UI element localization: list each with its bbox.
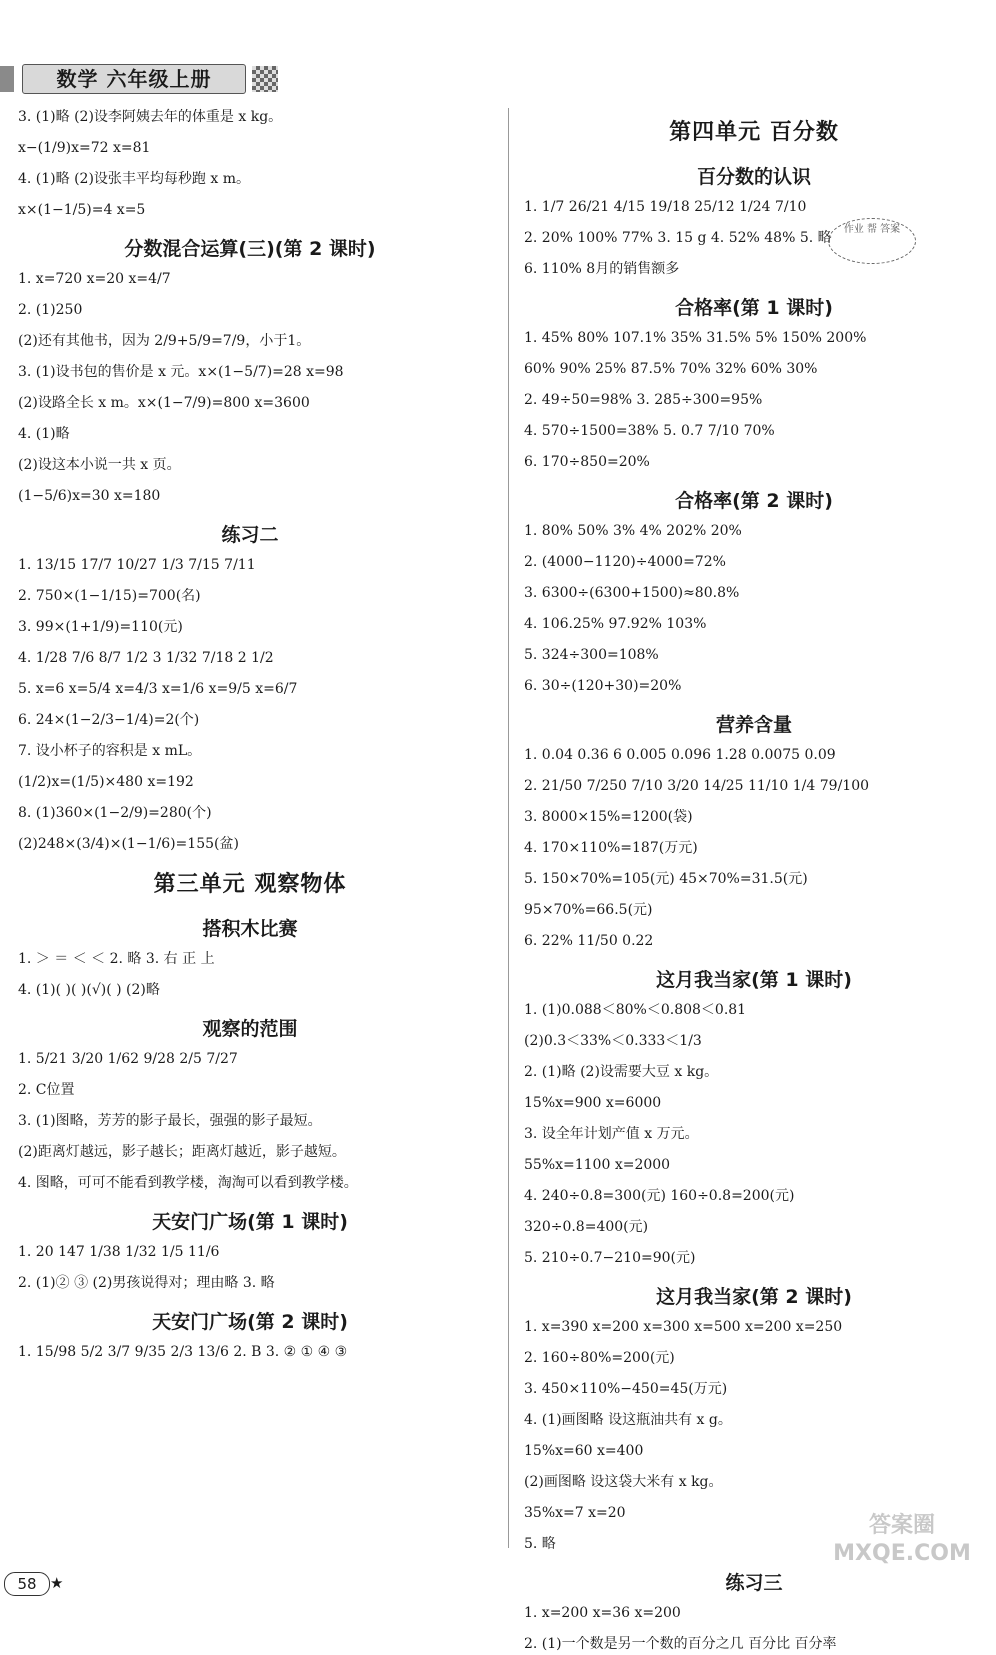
answer-line: 15%x=60 x=400: [524, 1443, 644, 1459]
answer-line: (2)设路全长 x m。x×(1−7/9)=800 x=3600: [18, 395, 310, 411]
answer-line: 1. (1)0.088＜80%＜0.808＜0.81: [524, 1002, 747, 1018]
answer-line: 15%x=900 x=6000: [524, 1095, 662, 1111]
answer-line: 1. 1/7 26/21 4/15 19/18 25/12 1/24 7/10: [524, 199, 807, 215]
section-title: 分数混合运算(三)(第 2 课时): [124, 238, 376, 260]
column-divider: [508, 108, 509, 1548]
answer-line: x−(1/9)x=72 x=81: [18, 140, 151, 156]
answer-line: 4. 240÷0.8=300(元) 160÷0.8=200(元): [524, 1188, 795, 1204]
unit-title: 第四单元 百分数: [669, 120, 839, 145]
section-title: 搭积木比赛: [202, 918, 298, 940]
answer-line: (2)248×(3/4)×(1−1/6)=155(盆): [18, 836, 239, 852]
star-icon: ★: [50, 1574, 64, 1592]
answer-line: 95×70%=66.5(元): [524, 902, 653, 918]
section-title: 合格率(第 2 课时): [675, 490, 833, 512]
answer-line: 2. 160÷80%=200(元): [524, 1350, 675, 1366]
answer-line: 5. x=6 x=5/4 x=4/3 x=1/6 x=9/5 x=6/7: [18, 681, 298, 697]
answer-line: 2. 49÷50=98% 3. 285÷300=95%: [524, 392, 763, 408]
answer-line: 3. 8000×15%=1200(袋): [524, 809, 693, 825]
answer-line: 3. 450×110%−450=45(万元): [524, 1381, 728, 1397]
answer-line: (2)画图略 设这袋大米有 x kg。: [524, 1474, 723, 1490]
answer-line: 3. (1)设书包的售价是 x 元。x×(1−5/7)=28 x=98: [18, 364, 344, 380]
unit-title: 第三单元 观察物体: [153, 872, 347, 897]
answer-line: 1. 13/15 17/7 10/27 1/3 7/15 7/11: [18, 557, 256, 573]
answer-line: 3. 设全年计划产值 x 万元。: [524, 1126, 699, 1142]
answer-line: 4. (1)略: [18, 426, 70, 442]
answer-line: 1. x=390 x=200 x=300 x=500 x=200 x=250: [524, 1319, 843, 1335]
answer-line: 4. (1)( )( )(√)( ) (2)略: [18, 982, 160, 998]
answer-line: (1−5/6)x=30 x=180: [18, 488, 161, 504]
section-title: 这月我当家(第 1 课时): [656, 969, 852, 991]
answer-line: 3. (1)图略，芳芳的影子最长，强强的影子最短。: [18, 1113, 322, 1129]
answer-line: 5. 略: [524, 1536, 556, 1552]
answer-line: 4. 570÷1500=38% 5. 0.7 7/10 70%: [524, 423, 775, 439]
answer-line: 5. 324÷300=108%: [524, 647, 659, 663]
answer-line: (2)0.3＜33%＜0.333＜1/3: [524, 1033, 702, 1049]
answer-line: 4. (1)略 (2)设张丰平均每秒跑 x m。: [18, 171, 250, 187]
section-title: 百分数的认识: [696, 166, 811, 188]
answer-line: 60% 90% 25% 87.5% 70% 32% 60% 30%: [524, 361, 818, 377]
answer-line: (1/2)x=(1/5)×480 x=192: [18, 774, 194, 790]
answer-line: 1. 0.04 0.36 6 0.005 0.096 1.28 0.0075 0.09: [524, 747, 836, 763]
answer-line: 1. 15/98 5/2 3/7 9/35 2/3 13/6 2. B 3. ② ① ④ ③: [18, 1344, 348, 1360]
answer-line: 2. (4000−1120)÷4000=72%: [524, 554, 726, 570]
answer-line: 4. 170×110%=187(万元): [524, 840, 698, 856]
answer-line: 4. 1/28 7/6 8/7 1/2 3 1/32 7/18 2 1/2: [18, 650, 274, 666]
section-title: 练习三: [725, 1572, 783, 1594]
answer-line: 4. 图略，可可不能看到教学楼，淘淘可以看到教学楼。: [18, 1175, 358, 1191]
answer-line: 5. 150×70%=105(元) 45×70%=31.5(元): [524, 871, 808, 887]
header-side-bar: [0, 66, 14, 92]
answer-line: 2. 20% 100% 77% 3. 15 g 4. 52% 48% 5. 略: [524, 230, 832, 246]
answer-line: 2. (1)一个数是另一个数的百分之几 百分比 百分率: [524, 1636, 837, 1652]
answer-line: 1. 20 147 1/38 1/32 1/5 11/6: [18, 1244, 220, 1260]
answer-line: 35%x=7 x=20: [524, 1505, 626, 1521]
answer-line: 4. 106.25% 97.92% 103%: [524, 616, 707, 632]
answer-line: 2. 21/50 7/250 7/10 3/20 14/25 11/10 1/4 79/100: [524, 778, 870, 794]
answer-line: 2. (1)250: [18, 302, 83, 318]
answer-line: (2)距离灯越远，影子越长；距离灯越近，影子越短。: [18, 1144, 346, 1160]
answer-line: 2. (1)略 (2)设需要大豆 x kg。: [524, 1064, 719, 1080]
answer-line: 5. 210÷0.7−210=90(元): [524, 1250, 696, 1266]
answer-line: 1. x=200 x=36 x=200: [524, 1605, 681, 1621]
answer-line: 4. (1)画图略 设这瓶油共有 x g。: [524, 1412, 732, 1428]
answer-line: 6. 24×(1−2/3−1/4)=2(个): [18, 712, 200, 728]
answer-line: 2. (1)② ③ (2)男孩说得对；理由略 3. 略: [18, 1275, 275, 1291]
answer-line: 320÷0.8=400(元): [524, 1219, 649, 1235]
stamp-mark: 作业 帮 答案: [828, 218, 916, 264]
page-number: 58: [4, 1572, 50, 1596]
header-checker-icon: [252, 66, 278, 92]
answer-line: 1. ＞ ＝ ＜ ＜ 2. 略 3. 右 正 上: [18, 951, 215, 967]
answer-line: 2. 750×(1−1/15)=700(名): [18, 588, 201, 604]
answer-line: 7. 设小杯子的容积是 x mL。: [18, 743, 202, 759]
section-title: 这月我当家(第 2 课时): [656, 1286, 852, 1308]
answer-line: 8. (1)360×(1−2/9)=280(个): [18, 805, 212, 821]
answer-line: 3. 99×(1+1/9)=110(元): [18, 619, 183, 635]
answer-line: 1. 45% 80% 107.1% 35% 31.5% 5% 150% 200%: [524, 330, 867, 346]
section-title: 观察的范围: [202, 1018, 298, 1040]
answer-line: 6. 30÷(120+30)=20%: [524, 678, 682, 694]
answer-line: 2. C位置: [18, 1082, 75, 1098]
section-title: 天安门广场(第 1 课时): [152, 1211, 348, 1233]
answer-line: 6. 110% 8月的销售额多: [524, 261, 680, 277]
answer-line: 6. 170÷850=20%: [524, 454, 650, 470]
section-title: 合格率(第 1 课时): [675, 297, 833, 319]
answer-line: 1. 5/21 3/20 1/62 9/28 2/5 7/27: [18, 1051, 238, 1067]
answer-line: 1. x=720 x=20 x=4/7: [18, 271, 171, 287]
watermark-logo: 答案圈 MXQE.COM: [833, 1513, 971, 1566]
answer-line: (2)还有其他书，因为 2/9+5/9=7/9，小于1。: [18, 333, 311, 349]
answer-line: 55%x=1100 x=2000: [524, 1157, 671, 1173]
answer-line: 6. 22% 11/50 0.22: [524, 933, 654, 949]
answer-line: 3. (1)略 (2)设李阿姨去年的体重是 x kg。: [18, 109, 283, 125]
answer-line: 3. 6300÷(6300+1500)≈80.8%: [524, 585, 740, 601]
page-header: [0, 62, 300, 96]
section-title: 天安门广场(第 2 课时): [152, 1311, 348, 1333]
answer-line: 1. 80% 50% 3% 4% 202% 20%: [524, 523, 742, 539]
header-title: 数学 六年级上册: [22, 64, 246, 94]
section-title: 营养含量: [715, 714, 792, 736]
answer-line: x×(1−1/5)=4 x=5: [18, 202, 146, 218]
section-title: 练习二: [221, 524, 279, 546]
answer-line: (2)设这本小说一共 x 页。: [18, 457, 181, 473]
